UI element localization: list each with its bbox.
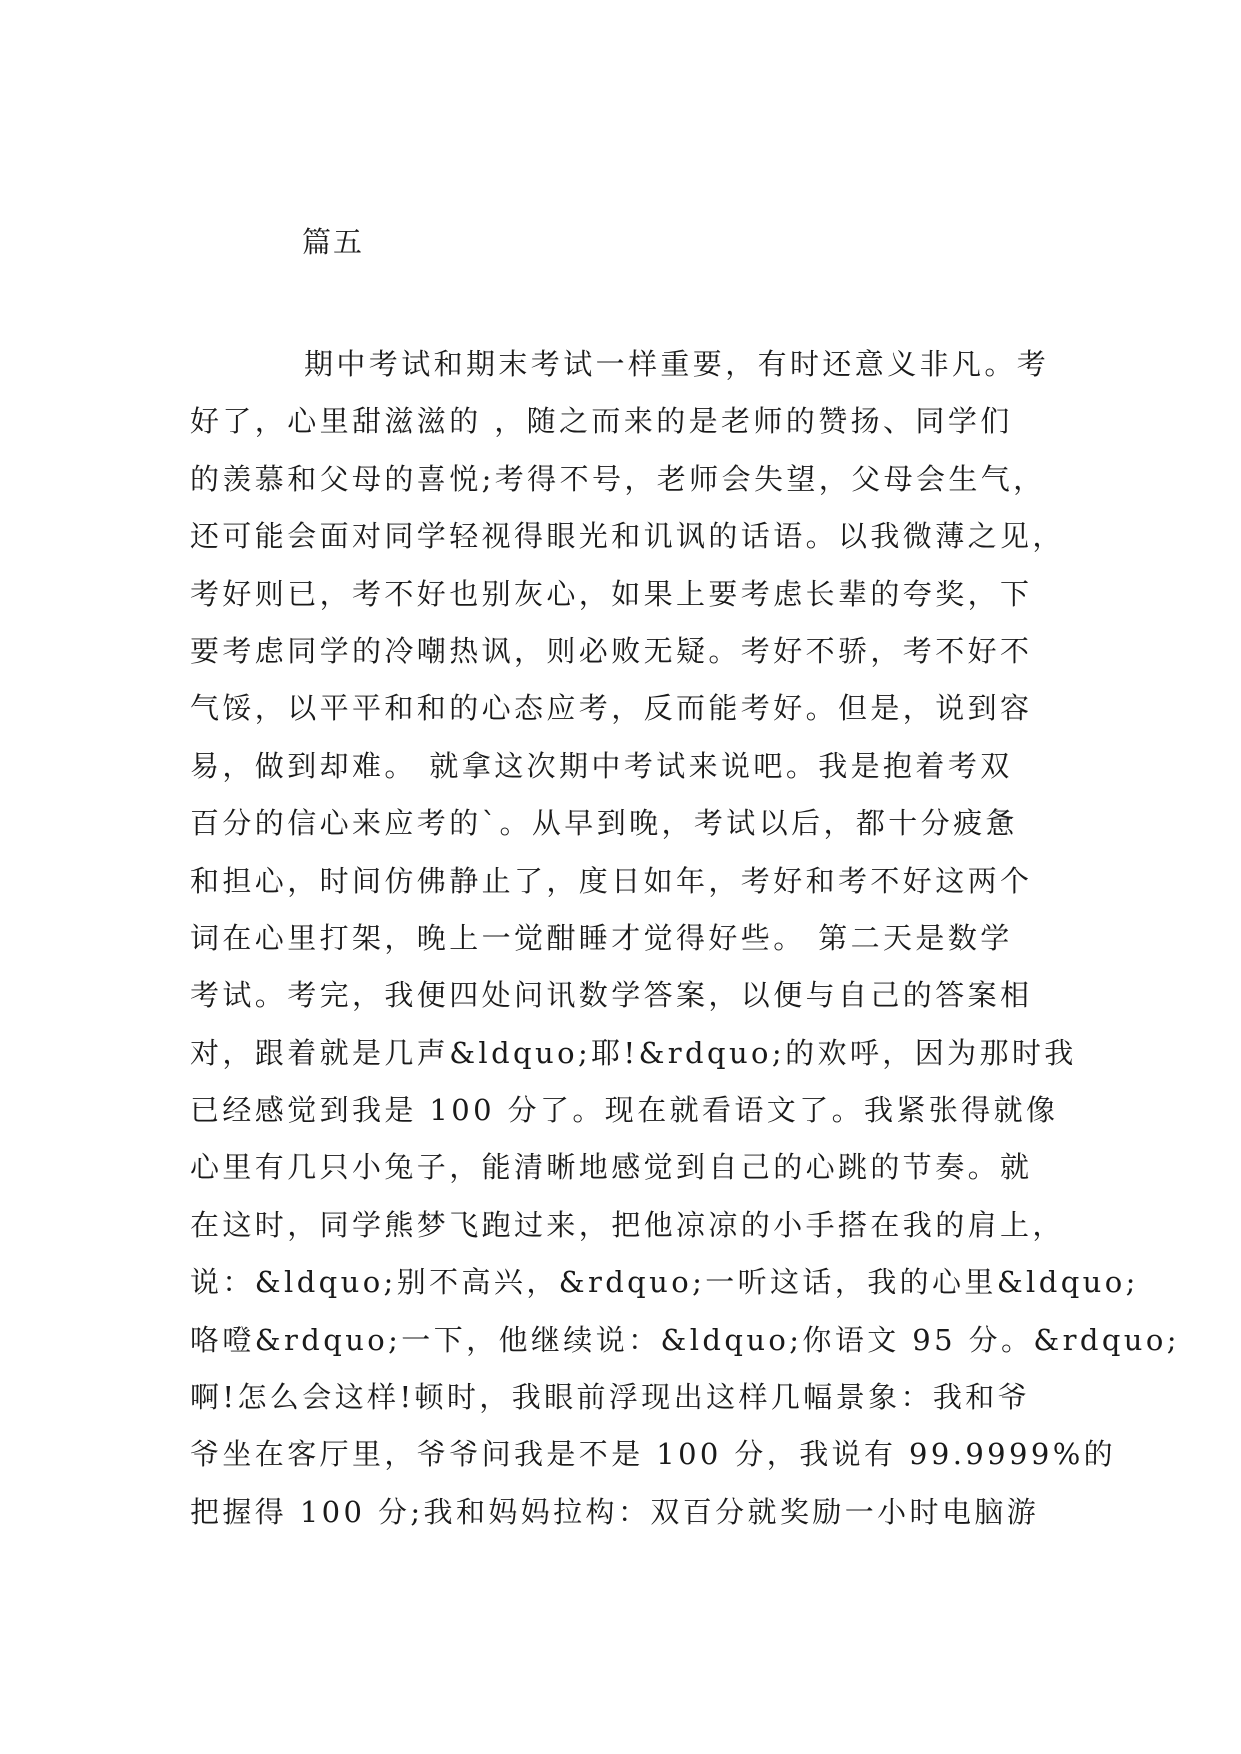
section-heading: 篇五 bbox=[302, 225, 365, 259]
paragraph-line: 在这时，同学熊梦飞跑过来，把他凉凉的小手搭在我的肩上， bbox=[190, 1207, 1065, 1242]
paragraph-line: 爷坐在客厅里，爷爷问我是不是 100 分，我说有 99.9999%的 bbox=[190, 1437, 1117, 1472]
paragraph-line: 和担心，时间仿佛静止了，度日如年，考好和考不好这两个 bbox=[190, 863, 1033, 898]
paragraph-line: 的羡慕和父母的喜悦;考得不号，老师会失望，父母会生气， bbox=[190, 461, 1046, 496]
paragraph-line: 咯噔&rdquo;一下，他继续说：&ldquo;你语文 95 分。&rdquo; bbox=[190, 1322, 1180, 1357]
paragraph-line: 词在心里打架，晚上一觉酣睡才觉得好些。 第二天是数学 bbox=[190, 920, 1013, 955]
paragraph-line: 啊!怎么会这样!顿时，我眼前浮现出这样几幅景象：我和爷 bbox=[190, 1380, 1031, 1415]
paragraph-line: 考试。考完，我便四处问讯数学答案，以便与自己的答案相 bbox=[190, 978, 1033, 1013]
paragraph-line: 说：&ldquo;别不高兴，&rdquo;一听这话，我的心里&ldquo; bbox=[190, 1265, 1139, 1300]
paragraph-line: 还可能会面对同学轻视得眼光和讥讽的话语。以我微薄之见， bbox=[190, 519, 1065, 554]
paragraph-line: 要考虑同学的冷嘲热讽，则必败无疑。考好不骄，考不好不 bbox=[190, 633, 1033, 668]
paragraph-line: 百分的信心来应考的`。从早到晚，考试以后，都十分疲惫 bbox=[190, 806, 1018, 841]
paragraph-line: 好了，心里甜滋滋的 ，随之而来的是老师的赞扬、同学们 bbox=[190, 404, 1013, 439]
paragraph-line: 把握得 100 分;我和妈妈拉构：双百分就奖励一小时电脑游 bbox=[190, 1494, 1040, 1529]
paragraph-line: 易，做到却难。 就拿这次期中考试来说吧。我是抱着考双 bbox=[190, 748, 1013, 783]
paragraph-line: 期中考试和期末考试一样重要，有时还意义非凡。考 bbox=[304, 347, 1050, 381]
paragraph-line: 气馁，以平平和和的心态应考，反而能考好。但是，说到容 bbox=[190, 691, 1033, 726]
paragraph-line: 考好则已，考不好也别灰心，如果上要考虑长辈的夸奖，下 bbox=[190, 576, 1033, 611]
paragraph-line: 对，跟着就是几声&ldquo;耶!&rdquo;的欢呼，因为那时我 bbox=[190, 1035, 1077, 1070]
body-paragraph bbox=[190, 340, 1180, 1545]
paragraph-line: 已经感觉到我是 100 分了。现在就看语文了。我紧张得就像 bbox=[190, 1093, 1059, 1128]
paragraph-line: 心里有几只小兔子，能清晰地感觉到自己的心跳的节奏。就 bbox=[190, 1150, 1033, 1185]
